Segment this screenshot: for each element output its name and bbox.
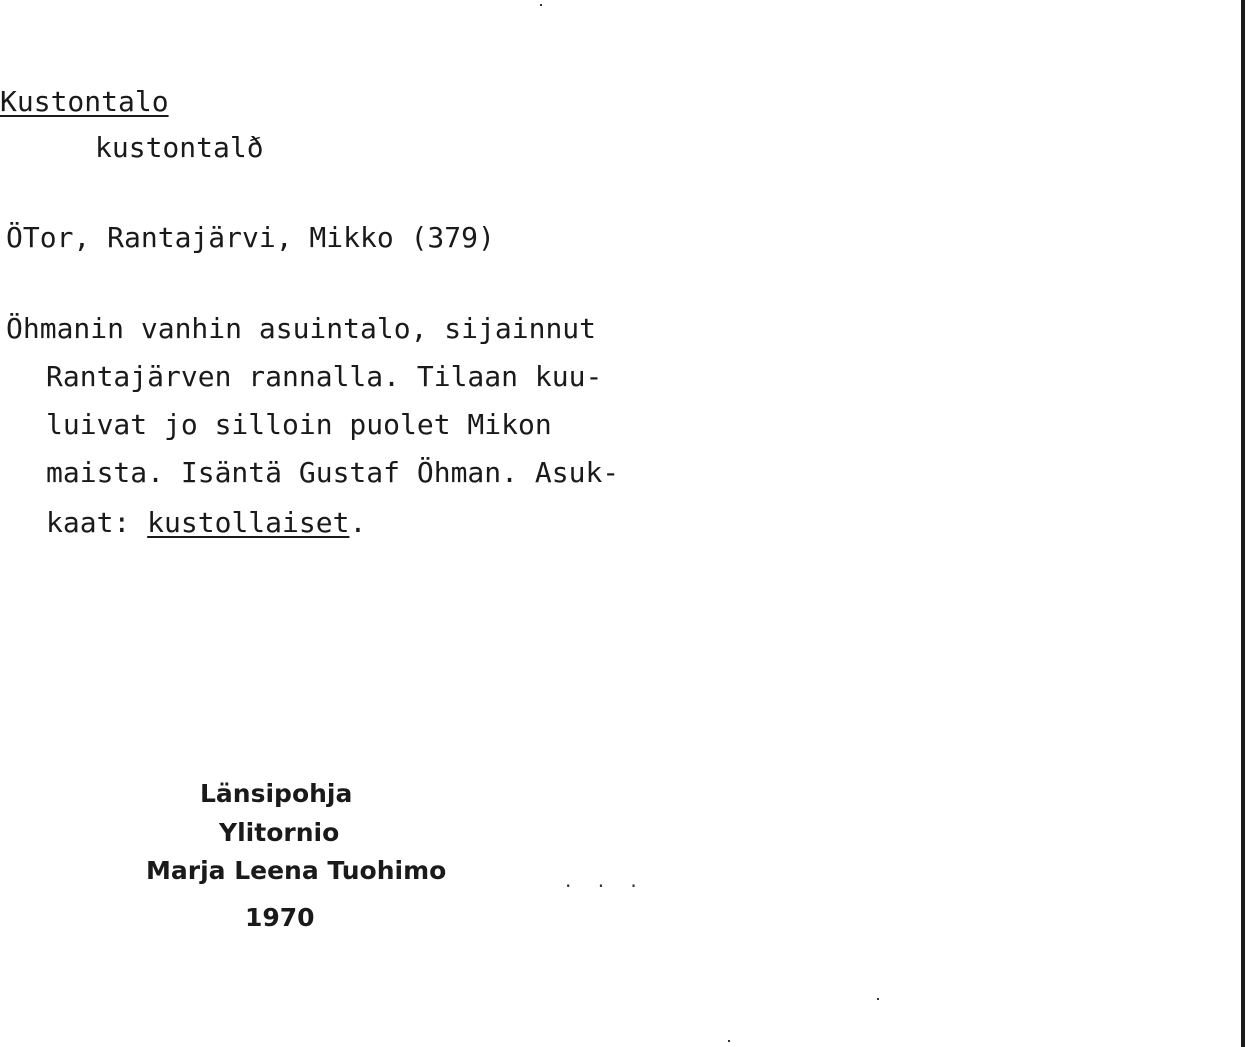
body-line-4: maista. Isäntä Gustaf Öhman. Asuk- [46,456,620,489]
body-line-3: luivat jo silloin puolet Mikon [46,408,552,441]
stamp-collector: Marja Leena Tuohimo [146,856,447,885]
stamp-parish: Ylitornio [219,818,340,847]
headword: Kustontalo [0,85,169,118]
source-reference: ÖTor, Rantajärvi, Mikko (379) [6,221,495,254]
stray-dots: . . . [565,868,647,892]
speck [728,1040,730,1042]
underlined-term: kustollaiset [147,506,350,539]
speck [877,998,879,1000]
body-line-5 [46,506,367,539]
phonetic-transcription: kustontalð [95,131,264,164]
stamp-year: 1970 [245,903,315,932]
body-line-5-prefix: kaat: [46,506,148,539]
body-line-5-suffix: . [349,506,367,539]
body-line-2: Rantajärven rannalla. Tilaan kuu- [46,360,603,393]
body-line-1: Öhmanin vanhin asuintalo, sijainnut [6,312,597,345]
card-edge-line [1241,0,1245,1047]
speck [540,4,542,6]
stamp-region: Länsipohja [200,779,353,808]
